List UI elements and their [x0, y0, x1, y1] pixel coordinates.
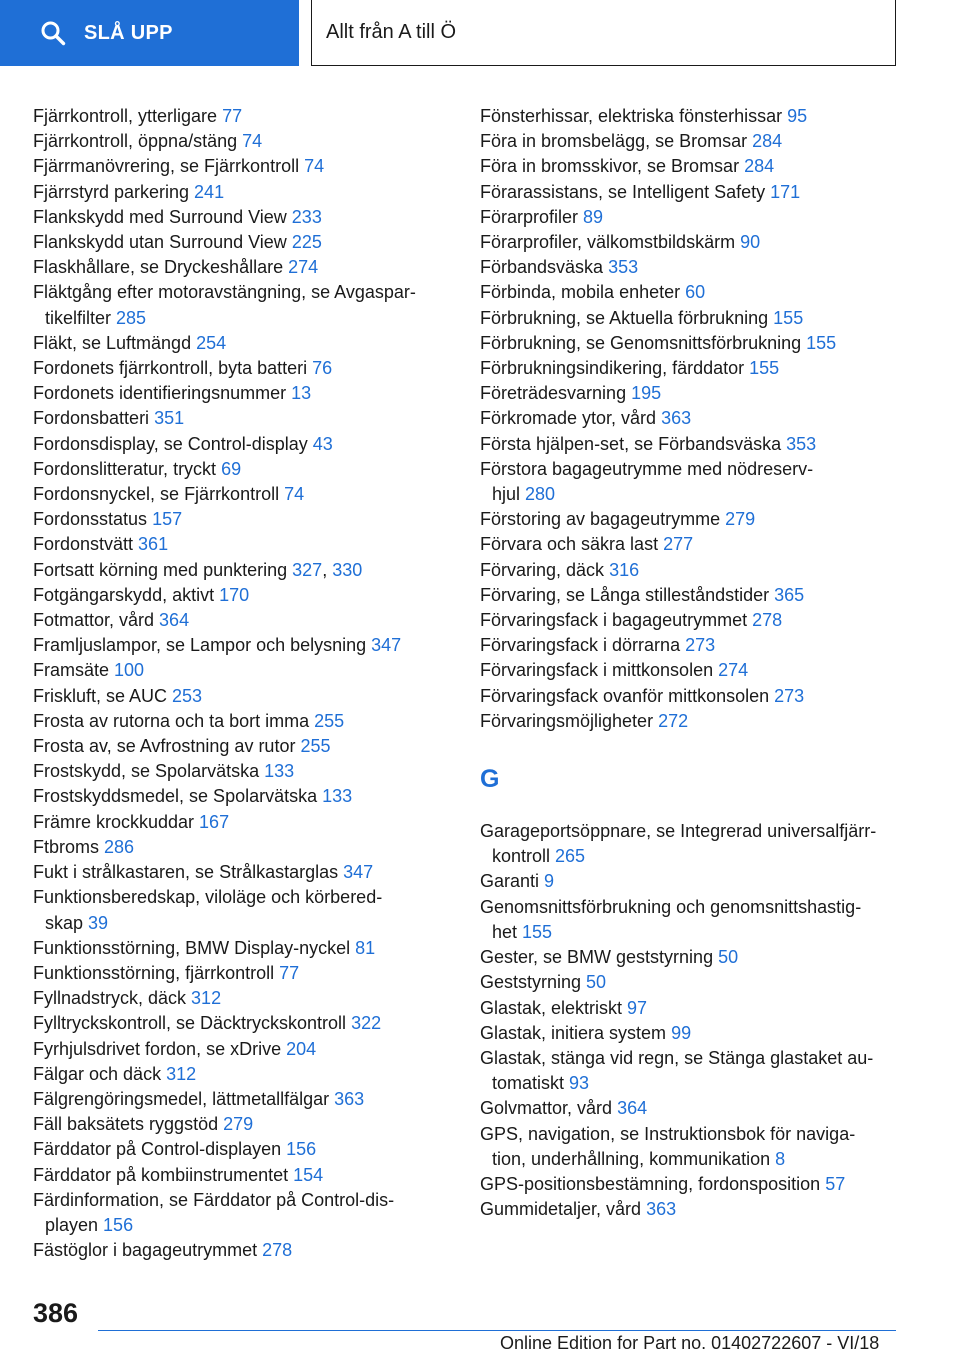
- index-entry: [33, 406, 453, 431]
- index-entry: [33, 885, 453, 935]
- page-reference-link[interactable]: 363: [661, 408, 692, 429]
- index-entry: [33, 1062, 453, 1087]
- page-reference-link[interactable]: 273: [685, 635, 716, 656]
- index-entry-text: Färddator på Control-displayen: [33, 1139, 287, 1160]
- page-reference-link[interactable]: 255: [300, 736, 331, 757]
- index-entry: [480, 457, 910, 507]
- index-entry: [480, 996, 910, 1021]
- index-entry-text: Genomsnittsförbrukning och genomsnittshastig‐: [480, 896, 862, 917]
- index-entry-text: Fyrhjulsdrivet fordon, se xDrive: [33, 1038, 287, 1059]
- page-reference-link[interactable]: 57: [825, 1173, 846, 1194]
- index-entry-text: Fordonstvätt: [33, 534, 139, 555]
- index-entry-text: Fotmattor, vård: [33, 610, 160, 631]
- top-bar: [0, 0, 960, 66]
- page-reference-link[interactable]: 39: [88, 912, 109, 933]
- page-reference-link[interactable]: 364: [617, 1098, 648, 1119]
- index-column-left: [33, 104, 453, 1263]
- index-entry-text: Fylltryckskontroll, se Däcktryckskontroll: [33, 1013, 352, 1034]
- index-entry: [33, 255, 453, 280]
- page-reference-link[interactable]: 195: [631, 383, 662, 404]
- index-entry-text: Fordonsstatus: [33, 509, 153, 530]
- index-entry-text: Friskluft, se AUC: [33, 685, 173, 706]
- page-reference-link[interactable]: 43: [312, 433, 333, 454]
- page-reference-link[interactable]: 286: [104, 836, 135, 857]
- page-reference-link[interactable]: 9: [544, 871, 555, 892]
- page-reference-link[interactable]: 155: [773, 307, 804, 328]
- index-entry: [480, 1172, 910, 1197]
- index-entry: [33, 734, 453, 759]
- index-entry-text: Ftbroms: [33, 836, 105, 857]
- index-entry-text: Förvaringsfack i dörrarna: [480, 635, 686, 656]
- reference-separator: ,: [322, 559, 333, 580]
- index-entry: [33, 230, 453, 255]
- index-entry: [480, 230, 910, 255]
- page-reference-link[interactable]: 265: [555, 846, 586, 867]
- search-button[interactable]: [0, 0, 299, 66]
- index-entry: [480, 331, 910, 356]
- index-entry-text: Förkromade ytor, vård: [480, 408, 662, 429]
- index-entry-text: GPS, navigation, se Instruktionsbok för naviga‐: [480, 1123, 856, 1144]
- page-reference-link[interactable]: 364: [159, 610, 190, 631]
- index-entry: [480, 1197, 910, 1222]
- index-entry: [33, 1011, 453, 1036]
- index-entry: [33, 860, 453, 885]
- page-reference-link[interactable]: 90: [740, 232, 761, 253]
- index-entry: [33, 684, 453, 709]
- page-reference-link[interactable]: 155: [806, 332, 837, 353]
- page-reference-link[interactable]: 225: [291, 232, 322, 253]
- search-icon: [40, 20, 66, 46]
- index-entry-text: Förarprofiler: [480, 206, 584, 227]
- page-reference-link[interactable]: 155: [522, 921, 553, 942]
- index-entry: [480, 709, 910, 734]
- index-entry: [33, 709, 453, 734]
- index-entry-text: Första hjälpen-set, se Förbandsväska: [480, 433, 787, 454]
- index-entry: [480, 970, 910, 995]
- index-entry-text: Garageportsöppnare, se Integrerad universalfjärr‐: [480, 821, 877, 842]
- page-reference-link[interactable]: 253: [172, 685, 203, 706]
- index-entry-text: Förvaring, se Långa stilleståndstider: [480, 584, 775, 605]
- index-entry: [480, 154, 910, 179]
- page-reference-link[interactable]: 312: [166, 1063, 197, 1084]
- index-entry-text: Förbinda, mobila enheter: [480, 282, 686, 303]
- index-entry: [480, 129, 910, 154]
- page-reference-link[interactable]: 99: [671, 1022, 692, 1043]
- page-reference-link[interactable]: 74: [284, 484, 305, 505]
- index-entry-text: Fjärrstyrd parkering: [33, 181, 195, 202]
- index-entry: [33, 633, 453, 658]
- index-entry: [33, 457, 453, 482]
- page-reference-link[interactable]: 273: [774, 685, 805, 706]
- index-entry: [33, 507, 453, 532]
- index-entry-text: Frostskyddsmedel, se Spolarvätska: [33, 786, 323, 807]
- index-entry-text: Fukt i strålkastaren, se Strålkastarglas: [33, 862, 344, 883]
- index-entry-text: Förvaringsfack i bagageutrymmet: [480, 610, 753, 631]
- index-entry-text: Glastak, elektriskt: [480, 997, 628, 1018]
- index-entry-text: Företrädesvarning: [480, 383, 632, 404]
- index-entry-text: Fordonsbatteri: [33, 408, 155, 429]
- page-reference-link[interactable]: 365: [774, 584, 805, 605]
- page-reference-link[interactable]: 316: [609, 559, 640, 580]
- index-entry-text: skap: [45, 912, 89, 933]
- index-entry-text: Fäll baksätets ryggstöd: [33, 1114, 224, 1135]
- index-entry-text: tikelfilter: [45, 307, 117, 328]
- index-entry-text: Förstora bagageutrymme med nödreserv‐: [480, 458, 814, 479]
- search-button-label: SLÅ UPP: [84, 21, 173, 44]
- index-entry: [33, 532, 453, 557]
- index-entry: [480, 583, 910, 608]
- index-entry-text: Funktionsstörning, fjärrkontroll: [33, 962, 280, 983]
- index-entry-text: Frostskydd, se Spolarvätska: [33, 761, 265, 782]
- page-reference-link[interactable]: 280: [525, 484, 556, 505]
- index-entry: [33, 759, 453, 784]
- page-reference-link[interactable]: 133: [264, 761, 295, 782]
- index-entry: [33, 280, 453, 330]
- index-entry-text: Fläkt, se Luftmängd: [33, 332, 197, 353]
- index-entry-text: Fyllnadstryck, däck: [33, 988, 192, 1009]
- page-reference-link[interactable]: 327: [292, 559, 323, 580]
- page-reference-link[interactable]: 95: [787, 106, 808, 126]
- index-entry-text: Föra in bromsbelägg, se Bromsar: [480, 131, 753, 152]
- index-entry-text: Fjärrkontroll, öppna/stäng: [33, 131, 243, 152]
- page-reference-link[interactable]: 100: [114, 660, 145, 681]
- index-entry-text: Förvaringsfack i mittkonsolen: [480, 660, 719, 681]
- index-entry: [480, 255, 910, 280]
- page-reference-link[interactable]: 278: [262, 1240, 293, 1261]
- page-reference-link[interactable]: 277: [663, 534, 694, 555]
- index-entry: [480, 819, 910, 869]
- index-entry: [33, 658, 453, 683]
- index-entry: [480, 684, 910, 709]
- page-reference-link[interactable]: 89: [583, 206, 604, 227]
- index-entry-text: Förbandsväska: [480, 257, 609, 278]
- index-entry: [33, 381, 453, 406]
- page-reference-link[interactable]: 81: [355, 937, 376, 958]
- index-entry: [33, 608, 453, 633]
- index-entry: [33, 205, 453, 230]
- index-entry-text: kontroll: [492, 846, 556, 867]
- index-entry: [480, 532, 910, 557]
- section-letter-heading: G: [480, 765, 500, 794]
- index-entry-text: playen: [45, 1214, 104, 1235]
- index-entry-text: Fortsatt körning med punktering: [33, 559, 293, 580]
- index-entry: [480, 633, 910, 658]
- page-reference-link[interactable]: 353: [786, 433, 817, 454]
- index-entry-text: GPS-positionsbestämning, fordonsposition: [480, 1173, 826, 1194]
- index-entry: [480, 507, 910, 532]
- page-reference-link[interactable]: 351: [154, 408, 185, 429]
- page-reference-link[interactable]: 50: [718, 947, 739, 968]
- page-reference-link[interactable]: 170: [219, 584, 250, 605]
- section-title-box: [311, 0, 896, 66]
- index-entry: [480, 1021, 910, 1046]
- page-reference-link[interactable]: 133: [322, 786, 353, 807]
- index-entry-text: Fälgar och däck: [33, 1063, 167, 1084]
- page-reference-link[interactable]: 69: [221, 458, 242, 479]
- index-entry-text: Förbrukning, se Aktuella förbrukning: [480, 307, 774, 328]
- index-entry-text: Förvaringsfack ovanför mittkonsolen: [480, 685, 775, 706]
- index-entry-text: Flankskydd utan Surround View: [33, 232, 292, 253]
- page-reference-link[interactable]: 93: [569, 1073, 590, 1094]
- index-entry: [33, 1188, 453, 1238]
- page-reference-link[interactable]: 157: [152, 509, 183, 530]
- index-entry: [33, 986, 453, 1011]
- page-reference-link[interactable]: 77: [222, 106, 243, 126]
- index-entry: [480, 658, 910, 683]
- page-reference-link[interactable]: 274: [288, 257, 319, 278]
- page-reference-link[interactable]: 156: [286, 1139, 317, 1160]
- index-entry-text: Flankskydd med Surround View: [33, 206, 292, 227]
- index-entry-text: Funktionsberedskap, viloläge och körbered‐: [33, 887, 383, 908]
- index-entry: [33, 835, 453, 860]
- index-entry-text: tomatiskt: [492, 1073, 570, 1094]
- index-entry: [33, 1137, 453, 1162]
- index-entry: [480, 356, 910, 381]
- page-number: 386: [33, 1298, 79, 1328]
- index-entry-text: Förstoring av bagageutrymme: [480, 509, 726, 530]
- index-entry-text: Framljuslampor, se Lampor och belysning: [33, 635, 372, 656]
- index-entry: [480, 432, 910, 457]
- index-entry: [33, 104, 453, 129]
- index-entry-text: Fordonets identifieringsnummer: [33, 383, 292, 404]
- index-entry: [33, 1112, 453, 1137]
- index-entry-text: Fordonsnyckel, se Fjärrkontroll: [33, 484, 285, 505]
- index-entry-text: Förbrukning, se Genomsnittsförbrukning: [480, 332, 807, 353]
- page-reference-link[interactable]: 77: [279, 962, 300, 983]
- index-entry: [33, 961, 453, 986]
- page-reference-link[interactable]: 279: [223, 1114, 254, 1135]
- index-entry-text: Framsäte: [33, 660, 115, 681]
- page-reference-link[interactable]: 254: [196, 332, 227, 353]
- index-entry-text: Färdinformation, se Färddator på Control-dis‐: [33, 1189, 395, 1210]
- index-entry-text: het: [492, 921, 523, 942]
- index-entry-text: Fläktgång efter motoravstängning, se Avgaspar‐: [33, 282, 416, 303]
- page-reference-link[interactable]: 279: [725, 509, 756, 530]
- page-reference-link[interactable]: 312: [191, 988, 222, 1009]
- index-entry: [480, 306, 910, 331]
- page-reference-link[interactable]: 74: [242, 131, 263, 152]
- page-reference-link[interactable]: 363: [646, 1199, 677, 1220]
- index-entry: [33, 432, 453, 457]
- index-entry: [33, 154, 453, 179]
- page-reference-link[interactable]: 8: [775, 1148, 786, 1169]
- index-entry-text: Fjärrmanövrering, se Fjärrkontroll: [33, 156, 305, 177]
- page-reference-link[interactable]: 272: [658, 710, 689, 731]
- index-entry: [480, 1096, 910, 1121]
- index-entry-text: Förvaring, däck: [480, 559, 610, 580]
- index-entry: [480, 280, 910, 305]
- page-reference-link[interactable]: 154: [293, 1164, 324, 1185]
- index-entry-text: tion, underhållning, kommunikation: [492, 1148, 776, 1169]
- page-reference-link[interactable]: 97: [627, 997, 648, 1018]
- index-entry-text: Främre krockkuddar: [33, 811, 200, 832]
- page-reference-link[interactable]: 13: [291, 383, 312, 404]
- index-entry-text: hjul: [492, 484, 526, 505]
- page-reference-link[interactable]: 60: [685, 282, 706, 303]
- index-entry-text: Förvara och säkra last: [480, 534, 664, 555]
- index-entry: [480, 895, 910, 945]
- page-reference-link[interactable]: 233: [291, 206, 322, 227]
- page-reference-link[interactable]: 155: [749, 358, 780, 379]
- index-entry-text: Golvmattor, vård: [480, 1098, 618, 1119]
- index-entry-text: Fordonsdisplay, se Control-display: [33, 433, 313, 454]
- index-entry-text: Frosta av rutorna och ta bort imma: [33, 710, 315, 731]
- page-reference-link[interactable]: 330: [332, 559, 363, 580]
- footer-divider: [98, 1330, 896, 1331]
- page-reference-link[interactable]: 284: [752, 131, 783, 152]
- page-reference-link[interactable]: 76: [312, 358, 333, 379]
- index-entry-text: Glastak, stänga vid regn, se Stänga glastaket au‐: [480, 1047, 874, 1068]
- index-entry-text: Fotgängarskydd, aktivt: [33, 584, 220, 605]
- page-reference-link[interactable]: 241: [194, 181, 225, 202]
- index-entry-text: Föra in bromsskivor, se Bromsar: [480, 156, 745, 177]
- index-entry: [33, 936, 453, 961]
- page-reference-link[interactable]: 353: [608, 257, 639, 278]
- page-reference-link[interactable]: 74: [304, 156, 325, 177]
- index-entry: [33, 583, 453, 608]
- index-entry: [33, 129, 453, 154]
- index-entry: [480, 945, 910, 970]
- index-entry: [480, 205, 910, 230]
- index-entry-text: Förvaringsmöjligheter: [480, 710, 659, 731]
- index-entry-text: Glastak, initiera system: [480, 1022, 672, 1043]
- index-entry: [480, 1046, 910, 1096]
- index-entry: [480, 406, 910, 431]
- index-column-right: [480, 104, 910, 1222]
- index-entry-text: Gummidetaljer, vård: [480, 1199, 647, 1220]
- page-reference-link[interactable]: 322: [351, 1013, 382, 1034]
- index-entry-text: Fälgrengöringsmedel, lättmetallfälgar: [33, 1088, 335, 1109]
- index-entry: [480, 869, 910, 894]
- index-entry: [33, 356, 453, 381]
- index-entry-text: Färddator på kombiinstrumentet: [33, 1164, 294, 1185]
- page-reference-link[interactable]: 278: [752, 610, 783, 631]
- index-entry-text: Flaskhållare, se Dryckeshållare: [33, 257, 289, 278]
- index-entry: [33, 1238, 453, 1263]
- index-entry-text: Förarprofiler, välkomstbildskärm: [480, 232, 741, 253]
- index-entry: [33, 1087, 453, 1112]
- index-entry: [33, 558, 453, 583]
- page-reference-link[interactable]: 274: [718, 660, 749, 681]
- index-entry-text: Gester, se BMW geststyrning: [480, 947, 719, 968]
- page-reference-link[interactable]: 204: [286, 1038, 317, 1059]
- page-reference-link[interactable]: 171: [770, 181, 801, 202]
- page-reference-link[interactable]: 284: [744, 156, 775, 177]
- page-reference-link[interactable]: 255: [314, 710, 345, 731]
- index-entry: [33, 331, 453, 356]
- index-entry-text: Geststyrning: [480, 972, 587, 993]
- page-reference-link[interactable]: 363: [334, 1088, 365, 1109]
- page-reference-link[interactable]: 156: [103, 1214, 134, 1235]
- footer-edition-text: Online Edition for Part no. 01402722607 - VI/18: [500, 1333, 880, 1353]
- index-entry: [480, 104, 910, 129]
- page-reference-link[interactable]: 285: [116, 307, 147, 328]
- page-reference-link[interactable]: 50: [586, 972, 607, 993]
- index-entry-text: Funktionsstörning, BMW Display-nyckel: [33, 937, 356, 958]
- index-entry-text: Fordonets fjärrkontroll, byta batteri: [33, 358, 313, 379]
- index-entry: [33, 180, 453, 205]
- section-title: Allt från A till Ö: [326, 21, 457, 43]
- index-entry: [480, 1122, 910, 1172]
- index-entry-text: Fönsterhissar, elektriska fönsterhissar: [480, 106, 788, 126]
- index-entry-text: Garanti: [480, 871, 545, 892]
- page-reference-link[interactable]: 347: [371, 635, 402, 656]
- index-entry-text: Förbrukningsindikering, färddator: [480, 358, 750, 379]
- page-reference-link[interactable]: 167: [199, 811, 230, 832]
- index-entry: [480, 558, 910, 583]
- index-entry: [33, 1037, 453, 1062]
- page-reference-link[interactable]: 361: [138, 534, 169, 555]
- page-reference-link[interactable]: 347: [343, 862, 374, 883]
- index-entry: [33, 1163, 453, 1188]
- index-entry-text: Fästöglor i bagageutrymmet: [33, 1240, 263, 1261]
- index-entry: [33, 482, 453, 507]
- index-entry: [33, 784, 453, 809]
- index-entry-text: Frosta av, se Avfrostning av rutor: [33, 736, 301, 757]
- index-entry: [480, 381, 910, 406]
- index-entry-text: Fordonslitteratur, tryckt: [33, 458, 222, 479]
- index-entry: [33, 810, 453, 835]
- index-entry-text: Förarassistans, se Intelligent Safety: [480, 181, 771, 202]
- index-entry: [480, 180, 910, 205]
- index-entry: [480, 608, 910, 633]
- index-entry-text: Fjärrkontroll, ytterligare: [33, 106, 223, 126]
